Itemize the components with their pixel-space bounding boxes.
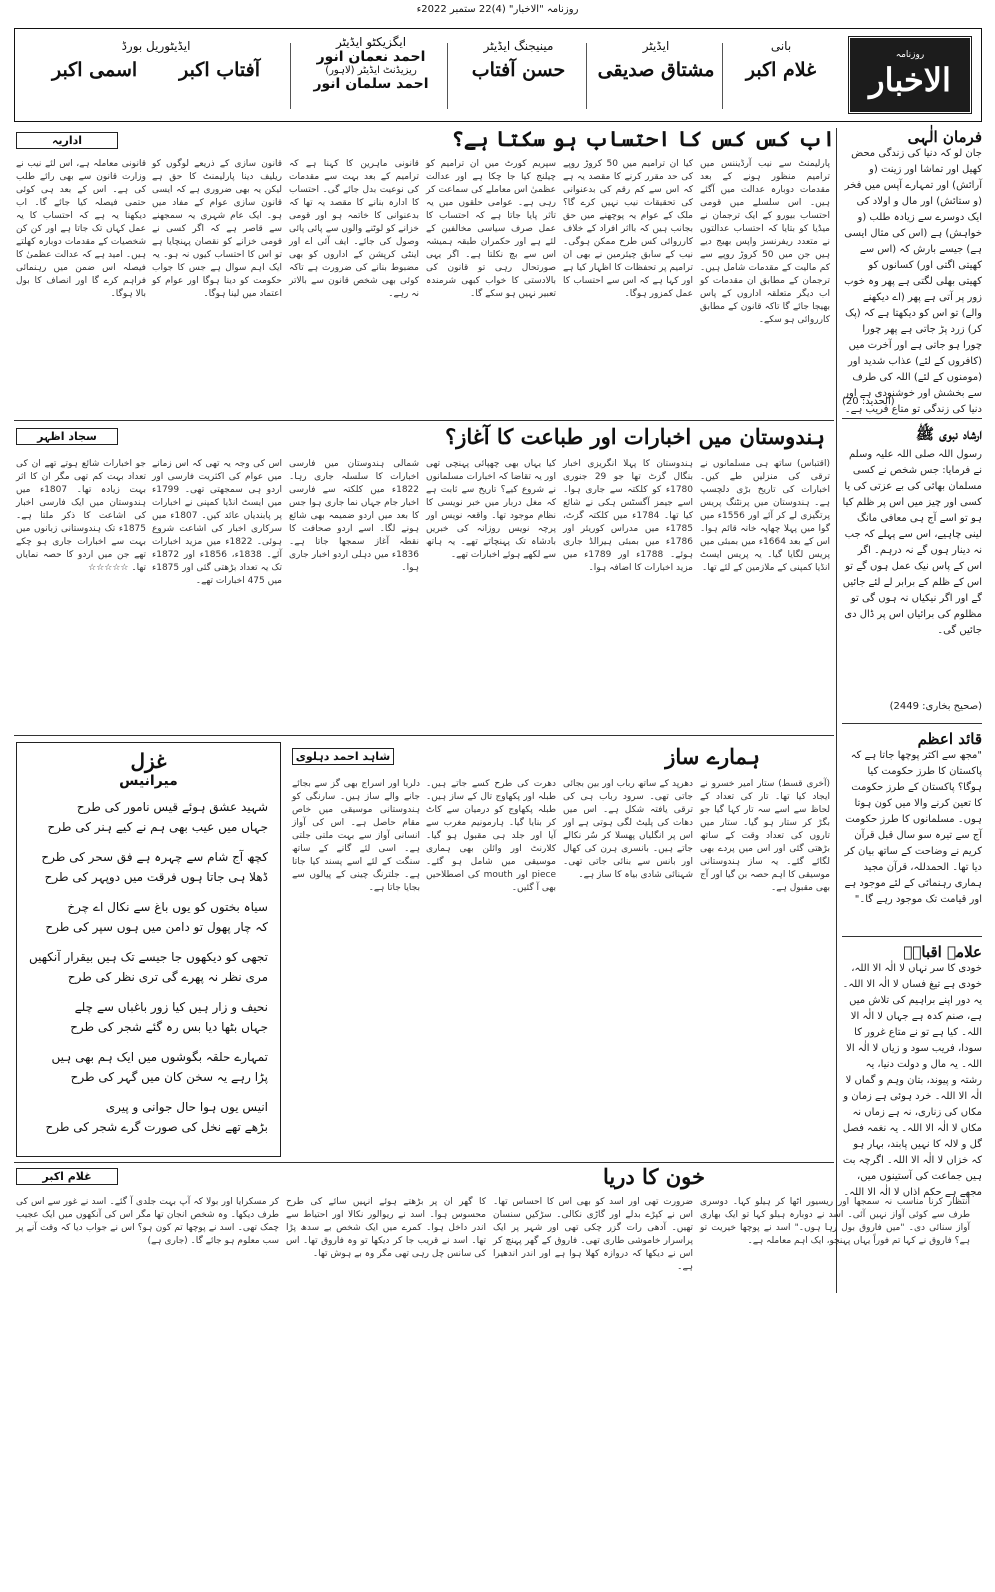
story-col-2: ضرورت تھی اور اسد کو بھی اس کا احساس تھا۔ اس نے کپڑے بدلے اور گاڑی نکالی۔ سڑکیں سنسان تھیں۔ آدھی رات گزر چکی تھی اور شہر پر ایک پراسرار خاموشی طاری تھی۔ فاروق کے گھر پہنچ کر اس نے دیکھا کہ دروازہ کھلا ہوا ہے اور اندر اندھیرا ہے۔ [493,1197,693,1272]
story-col-4: کر مسکرایا اور بولا کہ آپ بہت جلدی آ گئے۔ اسد نے غور سے اس کی طرف دیکھا۔ وہ شخص انجان تھا مگر اس کی آنکھوں میں ایک عجیب چمک تھی۔ اسد نے پوچھا تم کون ہو؟ اس نے جواب دیا کہ وقت آنے پر سب معلوم ہو جائے گا۔ (جاری ہے) [16,1197,279,1246]
music-col-2: دھرپد کے ساتھ رباب اور بین بجائی جاتی تھی۔ سرود رباب ہی کی ترقی یافتہ شکل ہے۔ اس میں دھات کی پلیٹ لگی ہوتی ہے اور اس پر انگلیاں پھسلا کر سُر نکالے جاتے ہیں۔ بانسری ہرن کی کھال اور بانس سے بنائی جاتی تھی۔ شہنائی شادی بیاہ کا ساز ہے۔ [563,779,693,880]
ghazal-line: شہید عشق ہوئے قیس نامور کی طرح [76,800,268,814]
logo-name: الاخبار [869,61,951,99]
ghazal-line: جہاں میں عیب بھی ہم نے کیے ہنر کی طرح [47,820,268,834]
ghazal-line: سیاہ بختوں کو یوں باغ سے نکال اے چرخ [67,900,268,914]
staff-founder: بانی غلام اکبر [745,39,817,81]
ghazal-poet: میرانیس [119,773,178,789]
history-col-5: اس کی وجہ یہ تھی کہ اس زمانے میں عوام کی اکثریت فارسی اور اردو ہی سمجھتی تھی۔ 1799ء میں ایسٹ انڈیا کمپنی نے اخبارات پر پابندیاں عائد کیں۔ 1807ء میں سرکاری اخبار کی اشاعت شروع ہوئی۔ 1822ء میں مزید اخبارات آئے۔ 1838ء، 1856ء اور 1872ء تک یہ تعداد بڑھتی گئی اور 1875ء میں 475 اخبارات تھے۔ [152,459,282,586]
ghazal-line: تجھی کو دیکھوں جا جیسے تک ہیں بیقرار آنکھیں [29,950,268,964]
newspaper-logo [847,35,973,115]
history-col-2: ہندوستان کا پہلا انگریزی اخبار بنگال گزٹ تھا جو 29 جنوری 1780ء کو کلکتہ سے جاری ہوا۔ اسے جیمز آگسٹس ہکی نے شائع کیا تھا۔ 1784ء میں کلکتہ گزٹ، 1785ء میں مدراس کوریئر اور 1786ء میں بمبئی ہیرالڈ جاری ہوئے۔ 1788ء اور 1789ء میں مزید اخبارات کا اضافہ ہوا۔ [563,459,694,573]
ghazal-box [16,742,281,1157]
music-col-4: دلربا اور اسراج بھی گز سے بجائے جانے والے ساز ہیں۔ سارنگی کو ہندوستانی موسیقی میں خاص مقام حاصل ہے۔ اس کی آواز انسانی آواز سے بہت ملتی جلتی ہے۔ اسی لئے گانے کے ساتھ سنگت کے لئے اسے پسند کیا جاتا ہے۔ جلترنگ چینی کے پیالوں سے بجایا جاتا ہے۔ [292,779,420,893]
farman-title: فرمان الٰہی [907,128,982,146]
irshad-text: رسول اللہ صلی اللہ علیہ وسلم نے فرمایا: جس شخص نے کسی مسلمان بھائی کی بے عزتی کی یا کسی اور چیز میں اس پر ظلم کیا ہو تو اسے آج ہی معافی مانگ لینی چاہیے، اس سے پہلے کہ جب نہ دینار ہوں گے نہ درہم۔ اگر اس کے پاس نیک عمل ہوں گے تو اس کے ظلم کے برابر لے لئے جائیں گے اور اگر نیکیاں نہ ہوں گی تو مظلوم کی برائیاں اس پر ڈال دی جائیں گی۔ [842,449,982,636]
ghazal-line: انیس یوں ہوا حال جوانی و پیری [105,1100,268,1114]
ghazal-line: تمہارے حلقہ بگوشوں میں ایک ہم بھی ہیں [51,1050,268,1064]
ghazal-line: ڈھلا ہی جاتا ہوں فرقت میں دوپہر کی طرح [44,870,268,884]
music-col-1: (آخری قسط) ستار امیر خسرو نے ایجاد کیا تھا۔ تار کی تعداد کے لحاظ سے اسے سہ تار کہا گیا جو بگڑ کر ستار ہو گیا۔ ستار میں تاروں کی تعداد وقت کے ساتھ بڑھتی گئی اور اس میں پردے بھی لگائے گئے۔ یہ ساز ہندوستانی موسیقی کا اہم حصہ بن گیا اور آج بھی مقبول ہے۔ [700,779,830,893]
ghazal-line: بڑھے تھے نخل کی صورت گرے شجر کی طرح [45,1120,268,1134]
history-col-3: کیا یہاں بھی چھپائی پہنچی تھی اور یہ تقاضا کہ اخبارات مسلمانوں نے شروع کیے؟ تاریخ سے ثابت ہے کہ مغل دربار میں خبر نویسی کا نظام موجود تھا۔ واقعہ نویس اور پرچہ نویس روزانہ کی خبریں بادشاہ تک پہنچاتے تھے۔ یہ ہاتھ سے لکھے ہوئے اخبارات تھے۔ [426,459,556,560]
history-kicker: سجاد اظہر [16,428,118,445]
story-col-3: کا گھر ان پر بڑھتے ہوئے انہیں سائے کی طرح محسوس ہوا۔ اسد نے ریوالور نکالا اور احتیاط سے اندر داخل ہوا۔ کمرے میں ایک شخص بے سدھ پڑا تھا۔ اسد نے قریب جا کر دیکھا تو وہ فاروق تھا۔ اس کی سانس چل رہی تھی مگر وہ بے ہوش تھا۔ [286,1197,486,1259]
ghazal-line: جہاں بٹھا دیا بس رہ گئے شجر کی طرح [70,1020,268,1034]
staff-editorial-board: ایڈیٹوریل بورڈ آفتاب اکبر اسمی اکبر [51,39,261,81]
history-headline: ہندوستان میں اخبارات اور طباعت کا آغاز؟ [445,424,825,449]
music-kicker: شاہد احمد دہلوی [292,748,394,765]
story-kicker: غلام اکبر [16,1168,118,1185]
irshad-title: ارشاد نبوی ﷺ [915,425,982,443]
ghazal-line: کہ چار پھول تو دامن میں ہوں سپر کی طرح [45,920,268,934]
ghazal-line: کچھ آج شام سے چہرہ ہے فق سحر کی طرح [41,850,268,864]
music-col-3: دھرت کی طرح کسے جاتے ہیں۔ طبلہ اور پکھاوج تال کے ساز ہیں۔ طبلہ پکھاوج کو درمیان سے کاٹ کر بنایا گیا۔ ہارمونیم مغرب سے آیا اور جلد ہی مقبول ہو گیا۔ کلارنٹ اور وائلن بھی ہماری موسیقی میں شامل ہو گئے۔ piece اور mouth کی اصطلاحیں بھی آ گئیں۔ [426,779,556,893]
masthead-header [14,28,982,122]
story-col-1: انتظار کرنا مناسب نہ سمجھا اور ریسیور اٹھا کر ہیلو کہا۔ دوسری طرف سے کوئی آواز نہیں آئی۔ اسد نے دوبارہ ہیلو کہا تو ایک بھاری آواز سنائی دی۔ "میں فاروق بول رہا ہوں۔" اسد نے پوچھا خیریت تو ہے؟ فاروق نے کہا تم فوراً یہاں پہنچو، ایک اہم معاملہ ہے۔ [700,1197,970,1246]
logo-small-text: روزنامہ [895,50,925,60]
irshad-ref: (صحیح بخاری: 2449) [889,701,982,712]
editorial-col-3: سپریم کورٹ میں ان ترامیم کو چیلنج کیا جا چکا ہے اور عدالت عظمیٰ اس معاملے کی سماعت کر رہی ہے۔ عوامی حلقوں میں یہ تاثر پایا جاتا ہے کہ احتساب کا عمل صرف سیاسی مخالفین کے لئے ہے اور حکمران طبقہ ہمیشہ اس سے بچ نکلتا ہے۔ اگر یہی صورتحال رہی تو قانون کی بالادستی کا خواب کبھی شرمندہ تعبیر نہیں ہو سکے گا۔ [426,159,556,299]
history-col-4: شمالی ہندوستان میں فارسی اخبارات کا سلسلہ جاری رہا۔ 1822ء میں کلکتہ سے فارسی اخبار جام جہاں نما جاری ہوا جس کا بعد میں اردو ضمیمہ بھی شائع ہونے لگا۔ اسے اردو صحافت کا نقطہ آغاز سمجھا جاتا ہے۔ 1836ء میں دہلی اردو اخبار جاری ہوا۔ [289,459,419,573]
history-col-1: (اقتباس) ساتھ ہی مسلمانوں نے ترقی کی منزلیں طے کیں۔ اخبارات کی تاریخ بڑی دلچسپ ہے۔ ہندوستان میں پرنٹنگ پریس پرتگیزی لے کر آئے اور 1556ء میں گوا میں پہلا چھاپہ خانہ قائم ہوا۔ اس کے بعد 1664ء میں بمبئی میں پریس لگایا گیا۔ یہ پریس ایسٹ انڈیا کمپنی کے ملازمین کے لئے تھا۔ [700,459,830,573]
dateline: روزنامہ "الاخبار" (4)22 ستمبر 2022ء [416,4,579,15]
editorial-col-4: قانونی ماہرین کا کہنا ہے کہ ترامیم کے بعد بہت سے مقدمات کی نوعیت بدل جائے گی۔ احتساب کا ادارہ بنانے کا مقصد یہ تھا کہ بدعنوانی کا خاتمہ ہو اور قومی خزانے کو لوٹنے والوں سے پائی پائی وصول کی جائے۔ ایف آئی اے اور اینٹی کرپشن کے اداروں کو بھی مضبوط بنانے کی ضرورت ہے تاکہ کوئی بھی شخص قانون سے بالاتر نہ رہے۔ [289,159,419,299]
editorial-col-6: قانونی معاملہ ہے، اس لئے نیب نے وزارت قانون سے بھی رائے طلب کی ہے۔ اس کے بعد ہی کوئی حتمی فیصلہ کیا جائے گا۔ اب دیکھنا یہ ہے کہ احتساب کا یہ عمل کہاں تک جاتا ہے اور کن کن شخصیات کے مقدمات دوبارہ کھلتے ہیں۔ امید ہے کہ عدالت عظمیٰ کا فیصلہ اس ضمن میں رہنمائی فراہم کرے گا اور انصاف کا بول بالا ہوگا۔ [16,159,146,299]
iqbal-title: علامہ اقبالؒ [903,943,982,961]
editorial-headline: اب کس کس کا احتساب ہو سکتا ہے؟ [451,126,835,151]
ghazal-line: مری نظر نہ پھرے گی تری نظر کی طرح [67,970,268,984]
staff-managing-editor: مینیجنگ ایڈیٹر حسن آفتاب [471,39,566,81]
editorial-col-5: قانون سازی کے ذریعے لوگوں کو ریلیف دینا پارلیمنٹ کا حق ہے لیکن یہ بھی ضروری ہے کہ ایسی قانون سازی عوام کے مفاد میں ہو۔ ایک عام شہری یہ سمجھنے سے قاصر ہے کہ اگر کسی نے قومی خزانے کو نقصان پہنچایا ہے تو اس کا احتساب کیوں نہ ہو۔ یہ ایک اہم سوال ہے جس کا جواب حکومت کو دینا ہوگا اور عوام کو اعتماد میں لینا ہوگا۔ [152,159,282,299]
ghazal-line: پڑا رہے یہ سخن کان میں گہر کی طرح [70,1070,268,1084]
farman-text: جان لو کہ دنیا کی زندگی محض کھیل اور تماشا اور زینت (و آرائش) اور تمہارے آپس میں فخر (و ستائش) اور مال و اولاد کی ایک دوسرے سے زیادہ طلب (و خواہش) ہے (اس کی مثال ایسی ہے) جیسے بارش کہ (اس سے کھیتی اگتی اور) کسانوں کو کھیتی بھلی لگتی ہے پھر وہ خوب زور پر آتی ہے پھر (اے دیکھنے والے) تو اس کو دیکھتا ہے کہ (پک کر) زرد پڑ جاتی ہے پھر چورا چورا ہو جاتی ہے اور آخرت میں (کافروں کے لئے) عذاب شدید اور (مومنوں کے لئے) اللہ کی طرف سے بخشش اور خوشنودی ہے اور دنیا کی زندگی تو متاع فریب ہے۔ [844,148,982,415]
ghazal-title: غزل [130,749,167,773]
editorial-col-2: کیا ان ترامیم میں 50 کروڑ روپے کی حد مقرر کرنے کا مقصد یہ ہے کہ اس سے کم رقم کی بدعنوانی کی تحقیقات نیب نہیں کرے گا؟ ملک کے عوام یہ پوچھنے میں حق بجانب ہیں کہ بااثر افراد کے خلاف کارروائی کس طرح ممکن ہوگی۔ نیب کے سابق چیئرمین نے بھی ان ترامیم پر تحفظات کا اظہار کیا ہے اور کہا ہے کہ اس سے احتساب کا عمل کمزور ہوگا۔ [563,159,693,299]
editorial-col-1: پارلیمنٹ سے نیب آرڈیننس میں ترامیم منظور ہونے کے بعد مقدمات دوبارہ عدالت میں آگئے ہیں۔ اس سلسلے میں قومی احتساب بیورو کے ایک ترجمان نے میڈیا کو بتایا کہ احتساب عدالتوں نے متعدد ریفرنسز واپس بھیج دیے ہیں جن میں 50 کروڑ روپے سے کم مالیت کے مقدمات شامل ہیں۔ ترجمان کے مطابق ان مقدمات کو اب دیگر متعلقہ اداروں کے پاس بھیجا جائے گا تاکہ قانون کے مطابق کارروائی ہو سکے۔ [700,159,830,325]
quaid-text: "مجھ سے اکثر پوچھا جاتا ہے کہ پاکستان کا طرز حکومت کیا ہوگا؟ پاکستان کے طرز حکومت کا تعین کرنے والا میں کون ہوتا ہوں۔ مسلمانوں کا طرز حکومت آج سے تیرہ سو سال قبل قرآن کریم نے وضاحت کے ساتھ بیان کر دیا تھا۔ الحمدللہ، قرآن مجید ہماری رہنمائی کے لئے موجود ہے اور قیامت تک موجود رہے گا۔" [844,750,982,905]
sidebar [842,128,982,1293]
farman-ref: (الحدید: 20) [842,396,895,407]
ghazal-line: نحیف و زار ہیں کیا زور باغباں سے چلے [74,1000,268,1014]
music-headline: ہمارے ساز [665,744,760,769]
iqbal-text: خودی کا سر نہاں لا الٰہ الا اللہ، خودی ہے تیغ فساں لا الٰہ الا اللہ۔ یہ دور اپنے براہیم کی تلاش میں ہے، صنم کدہ ہے جہاں لا الٰہ الا اللہ۔ کیا ہے تو نے متاع غرور کا سودا، فریب سود و زیاں لا الٰہ الا اللہ۔ یہ مال و دولت دنیا، یہ رشتہ و پیوند، بتان وہم و گماں لا الٰہ الا اللہ۔ خرد ہوئی ہے زمان و مکاں کی زناری، نہ ہے زماں نہ مکاں لا الٰہ الا اللہ۔ یہ نغمہ فصل گل و لالہ کا نہیں پابند، بہار ہو کہ خزاں لا الٰہ الا اللہ۔ اگرچہ بت ہیں جماعت کی آستینوں میں، مجھے ہے حکم اذاں لا الٰہ الا اللہ۔ [842,963,982,1198]
story-headline: خون کا دریا [602,1164,705,1189]
staff-executive-editor: ایگزیکٹو ایڈیٹر احمد نعمان انور ریزیڈنٹ ایڈیٹر (لاہور) احمد سلمان انور [313,35,429,92]
quaid-title: قائد اعظم [917,730,982,748]
editorial-kicker: اداریہ [16,132,118,149]
staff-editor: ایڈیٹر مشتاق صدیقی [597,39,715,81]
history-col-6: جو اخبارات شائع ہوتے تھے ان کی تعداد بہت کم تھی مگر ان کا اثر بہت زیادہ تھا۔ 1807ء میں ہندوستان میں ایک فارسی اخبار کی اشاعت کا ذکر ملتا ہے۔ 1875ء تک ہندوستانی زبانوں میں بہت سے اخبارات جاری ہو چکے تھے جن میں اردو کا حصہ نمایاں تھا۔ ☆☆☆☆☆ [16,459,146,573]
